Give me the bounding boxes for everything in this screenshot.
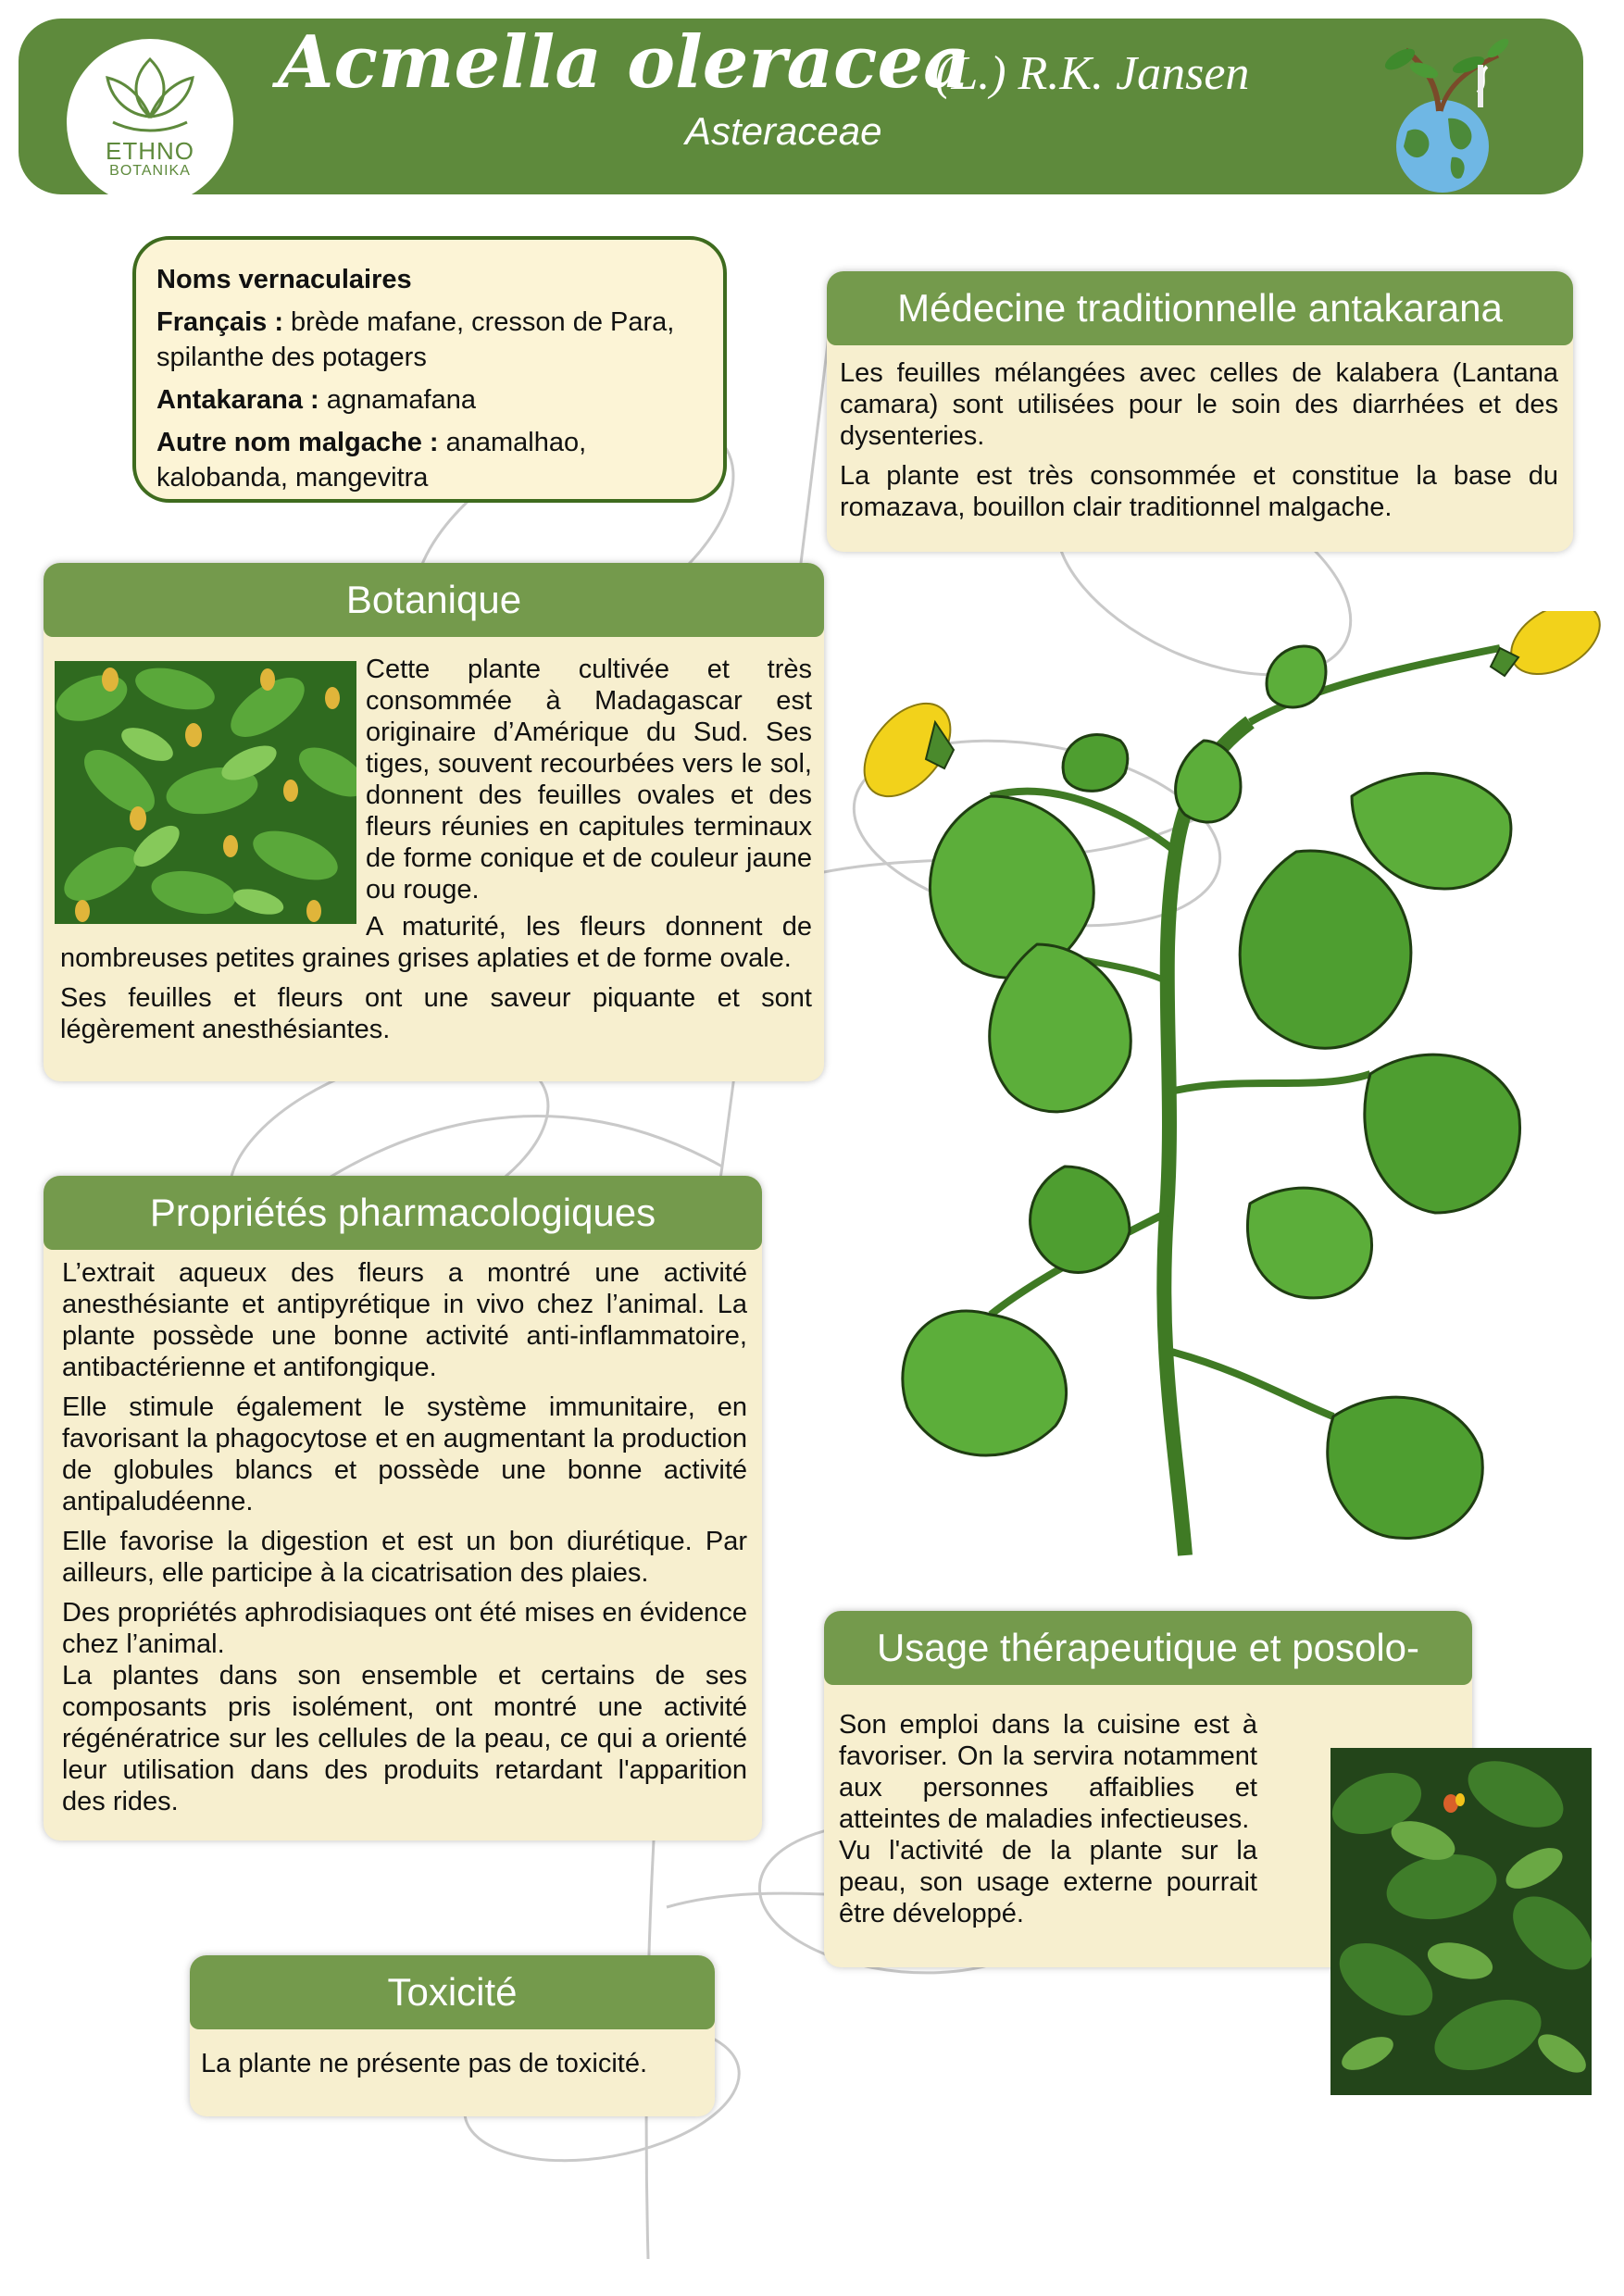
logo-subtitle: BOTANIKA — [109, 163, 191, 179]
vernacular-names-box — [132, 236, 727, 503]
plant-illustration — [852, 611, 1620, 1574]
french-label: Français : — [156, 307, 283, 337]
plant-photo — [1330, 1748, 1592, 2095]
therapeutic-usage-p1: Son emploi dans la cuisine est à favoriser. On la servira notamment aux personnes affaiblies et atteintes de maladies infectieuses. — [839, 1710, 1257, 1834]
malagasy-names: anamalhao, kalobanda, mangevitra — [156, 428, 587, 493]
plant-family: Asteraceae — [685, 109, 882, 153]
traditional-medicine-panel — [827, 271, 1573, 552]
malagasy-label: Autre nom malgache : — [156, 428, 439, 457]
traditional-medicine-title: Médecine traditionnelle antakarana — [827, 271, 1573, 345]
botany-panel — [44, 563, 824, 1081]
pharmacology-p3: Elle favorise la digestion et est un bon diurétique. Par ailleurs, elle participe à la cicatrisation des plaies. — [62, 1527, 747, 1588]
traditional-medicine-p2: La plante est très consommée et constitue la base du romazava, bouillon clair traditionnel malgache. — [840, 461, 1558, 522]
botany-text-2 — [60, 911, 812, 1054]
toxicity-title: Toxicité — [190, 1955, 715, 2029]
lotus-icon — [94, 50, 206, 135]
toxicity-text — [201, 2048, 701, 2088]
antakarana-label: Antakarana : — [156, 385, 319, 415]
botany-text-1 — [366, 654, 812, 914]
therapeutic-usage-p2: Vu l'activité de la plante sur la peau, son usage externe pourrait être développé. — [839, 1836, 1257, 1928]
species-author: (L.) R.K. Jansen — [935, 47, 1250, 100]
pharmacology-title: Propriétés pharmacologiques — [44, 1176, 762, 1250]
logo-title: ETHNO — [106, 137, 194, 165]
pharmacology-p2: Elle stimule également le système immunitaire, en favorisant la phagocytose et en augmentant la production de globules blancs et possède une bonne activité antipaludéenne. — [62, 1392, 747, 1516]
globe-plant-emblem — [1359, 28, 1526, 194]
pharmacology-p5: La plantes dans son ensemble et certains de ses composants pris isolément, ont montré une activité régénératrice sur les cellules de la peau, ce qui a orienté leur utilisation dans des produits retardant l'apparition des rides. — [62, 1661, 747, 1816]
therapeutic-usage-text — [839, 1709, 1257, 1938]
botany-p3: Ses feuilles et fleurs ont une saveur piquante et sont légèrement anesthésiantes. — [60, 983, 812, 1044]
botany-p2: A maturité, les fleurs donnent de nombreuses petites graines grises aplaties et de forme ovale. — [60, 912, 812, 973]
toxicity-p1: La plante ne présente pas de toxicité. — [201, 2049, 648, 2078]
french-names: brède mafane, cresson de Para, spilanthe des potagers — [156, 307, 675, 372]
species-name: Acmella oleracea — [278, 20, 970, 105]
botany-p1: Cette plante cultivée et très consommée à Madagascar est originaire d’Amérique du Sud. Ses tiges, souvent recourbées vers le sol, donnent des feuilles ovales et des fleurs réunies en capitules terminaux de forme conique et de couleur jaune ou rouge. — [366, 655, 812, 905]
leaves-photo — [55, 661, 356, 924]
pharmacology-p4: Des propriétés aphrodisiaques ont été mises en évidence chez l’animal. — [62, 1598, 747, 1659]
toxicity-panel — [190, 1955, 715, 2116]
ethnobotanika-logo — [67, 39, 233, 206]
traditional-medicine-text — [840, 357, 1558, 531]
pharmacology-panel — [44, 1176, 762, 1841]
pharmacology-text — [62, 1257, 747, 1826]
pharmacology-p1: L’extrait aqueux des fleurs a montré une activité anesthésiante et antipyrétique in vivo chez l’animal. La plante possède une bonne activité anti-inflammatoire, antibactérienne et antifongique. — [62, 1258, 747, 1382]
traditional-medicine-p1: Les feuilles mélangées avec celles de kalabera (Lantana camara) sont utilisées pour le soin des diarrhées et des dysenteries. — [840, 358, 1558, 451]
botany-title: Botanique — [44, 563, 824, 637]
vernacular-heading: Noms vernaculaires — [156, 265, 412, 294]
therapeutic-usage-title: Usage thérapeutique et posolo- — [824, 1611, 1472, 1685]
antakarana-names: agnamafana — [319, 385, 476, 415]
